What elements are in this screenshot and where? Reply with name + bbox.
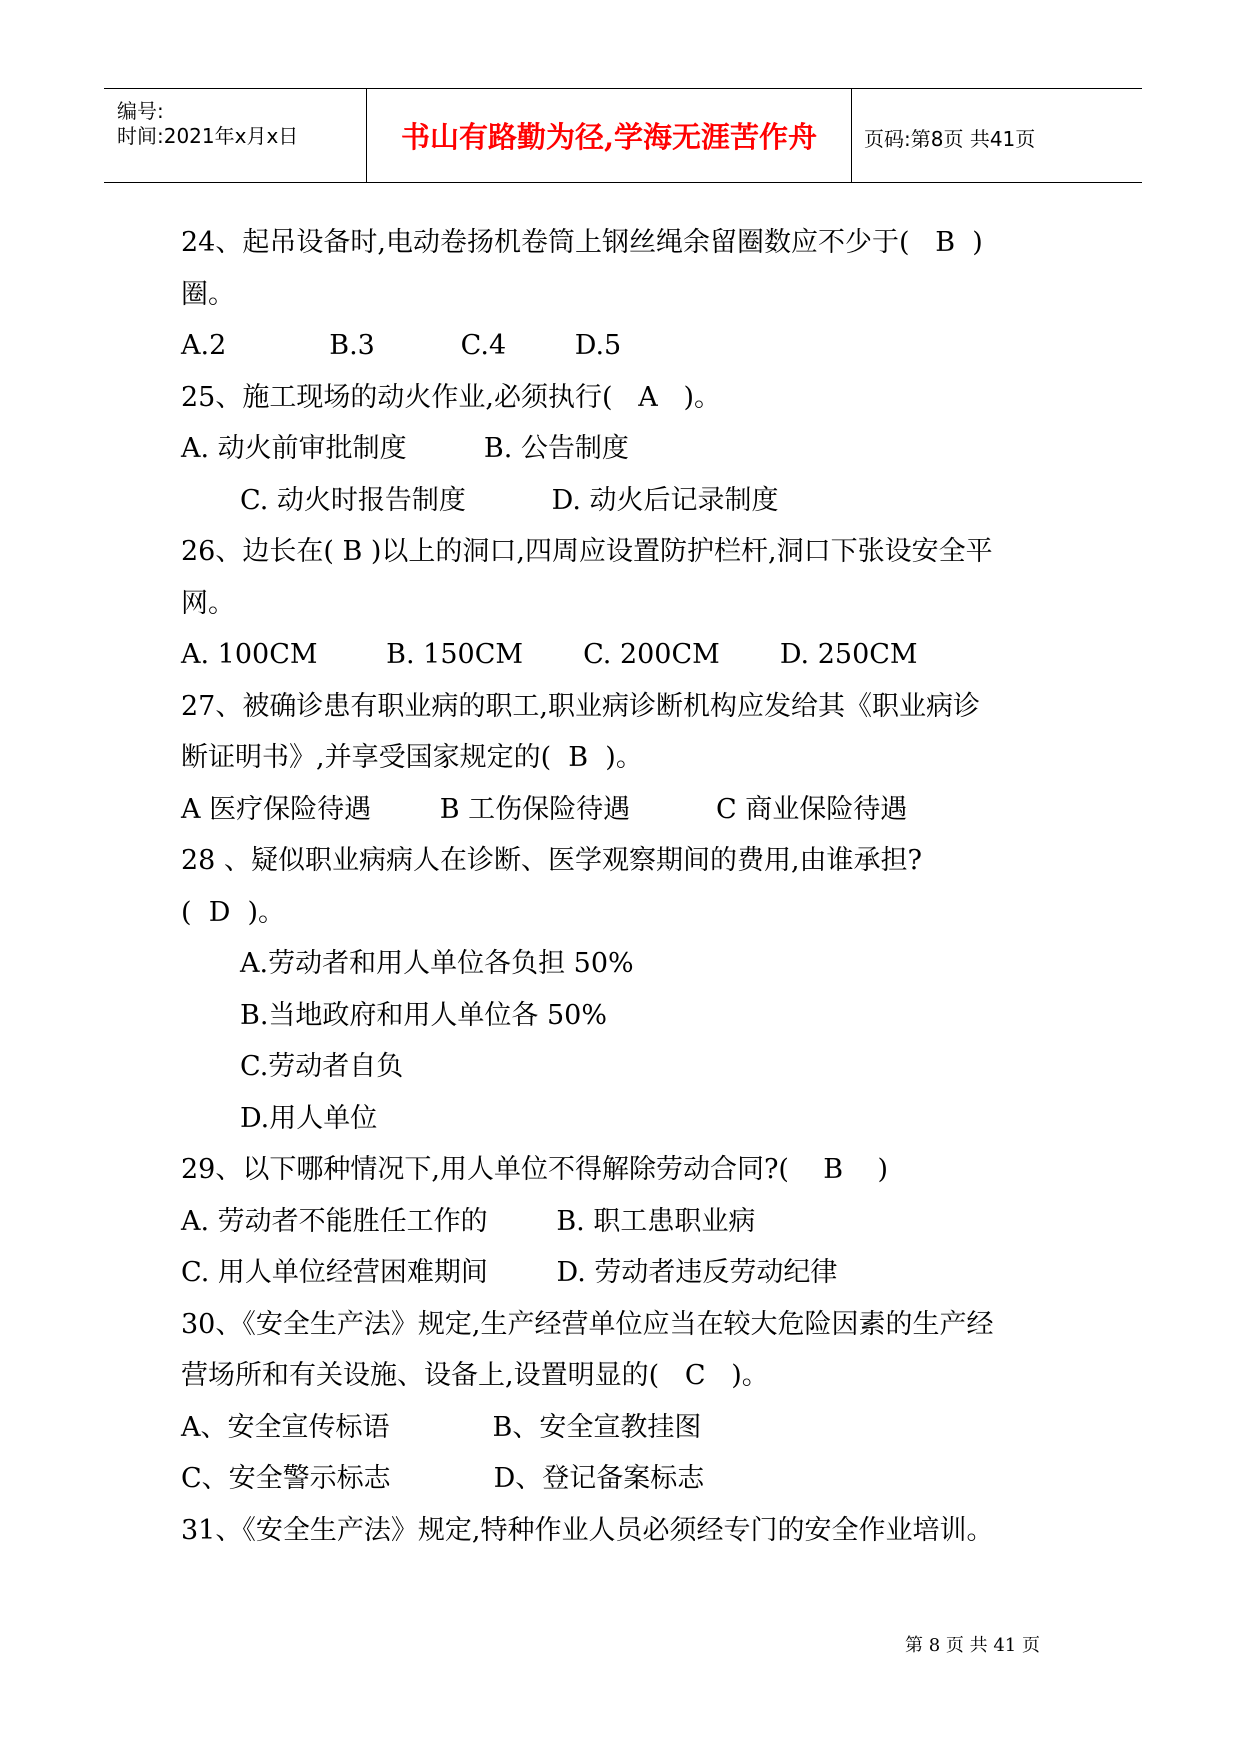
header-meta-cell [104, 89, 367, 182]
text-line: 30、《安全生产法》规定,生产经营单位应当在较大危险因素的生产经 [181, 1309, 994, 1340]
text-line: A、安全宣传标语 B、安全宣教挂图 [181, 1412, 702, 1443]
header-page-cell [852, 89, 1142, 182]
text-line: 25、施工现场的动火作业,必须执行( A )。 [181, 382, 721, 413]
text-line: 圈。 [181, 279, 235, 310]
text-line: 营场所和有关设施、设备上,设置明显的( C )。 [181, 1360, 769, 1391]
text-line: 24、起吊设备时,电动卷扬机卷筒上钢丝绳余留圈数应不少于( B ) [181, 227, 983, 258]
text-line: C、安全警示标志 D、登记备案标志 [181, 1463, 705, 1494]
text-line: B.当地政府和用人单位各 50% [240, 1000, 608, 1031]
text-line: C. 动火时报告制度 D. 动火后记录制度 [240, 485, 779, 516]
header-motto-cell [367, 89, 852, 182]
text-line: 网。 [181, 588, 235, 619]
text-line: A.2 B.3 C.4 D.5 [181, 330, 622, 361]
document-time: 时间:2021年x月x日 [117, 124, 299, 148]
text-line: 27、被确诊患有职业病的职工,职业病诊断机构应发给其《职业病诊 [181, 691, 980, 722]
text-line: A. 劳动者不能胜任工作的 B. 职工患职业病 [181, 1206, 756, 1237]
text-line: C.劳动者自负 [240, 1051, 404, 1082]
text-line: C. 用人单位经营困难期间 D. 劳动者违反劳动纪律 [181, 1257, 838, 1288]
text-line: 29、以下哪种情况下,用人单位不得解除劳动合同?( B ) [181, 1154, 888, 1185]
text-line: D.用人单位 [240, 1103, 378, 1134]
header-page-info: 页码:第8页 共41页 [864, 127, 1036, 151]
text-line: 28 、疑似职业病病人在诊断、医学观察期间的费用,由谁承担? [181, 845, 922, 876]
text-line: A 医疗保险待遇 B 工伤保险待遇 C 商业保险待遇 [181, 794, 908, 825]
page-footer: 第 8 页 共 41 页 [905, 1635, 1040, 1656]
text-line: 31、《安全生产法》规定,特种作业人员必须经专门的安全作业培训。 [181, 1515, 994, 1546]
text-line: 26、边长在( B )以上的洞口,四周应设置防护栏杆,洞口下张设安全平 [181, 536, 993, 567]
text-line: A. 动火前审批制度 B. 公告制度 [181, 433, 629, 464]
text-line: A.劳动者和用人单位各负担 50% [240, 948, 634, 979]
text-line: 断证明书》,并享受国家规定的( B )。 [181, 742, 643, 773]
document-number-label: 编号: [117, 99, 164, 123]
header-motto: 书山有路勤为径,学海无涯苦作舟 [400, 120, 818, 154]
text-line: ( D )。 [181, 897, 286, 928]
page-header [104, 88, 1142, 183]
text-line: A. 100CM B. 150CM C. 200CM D. 250CM [181, 639, 918, 670]
